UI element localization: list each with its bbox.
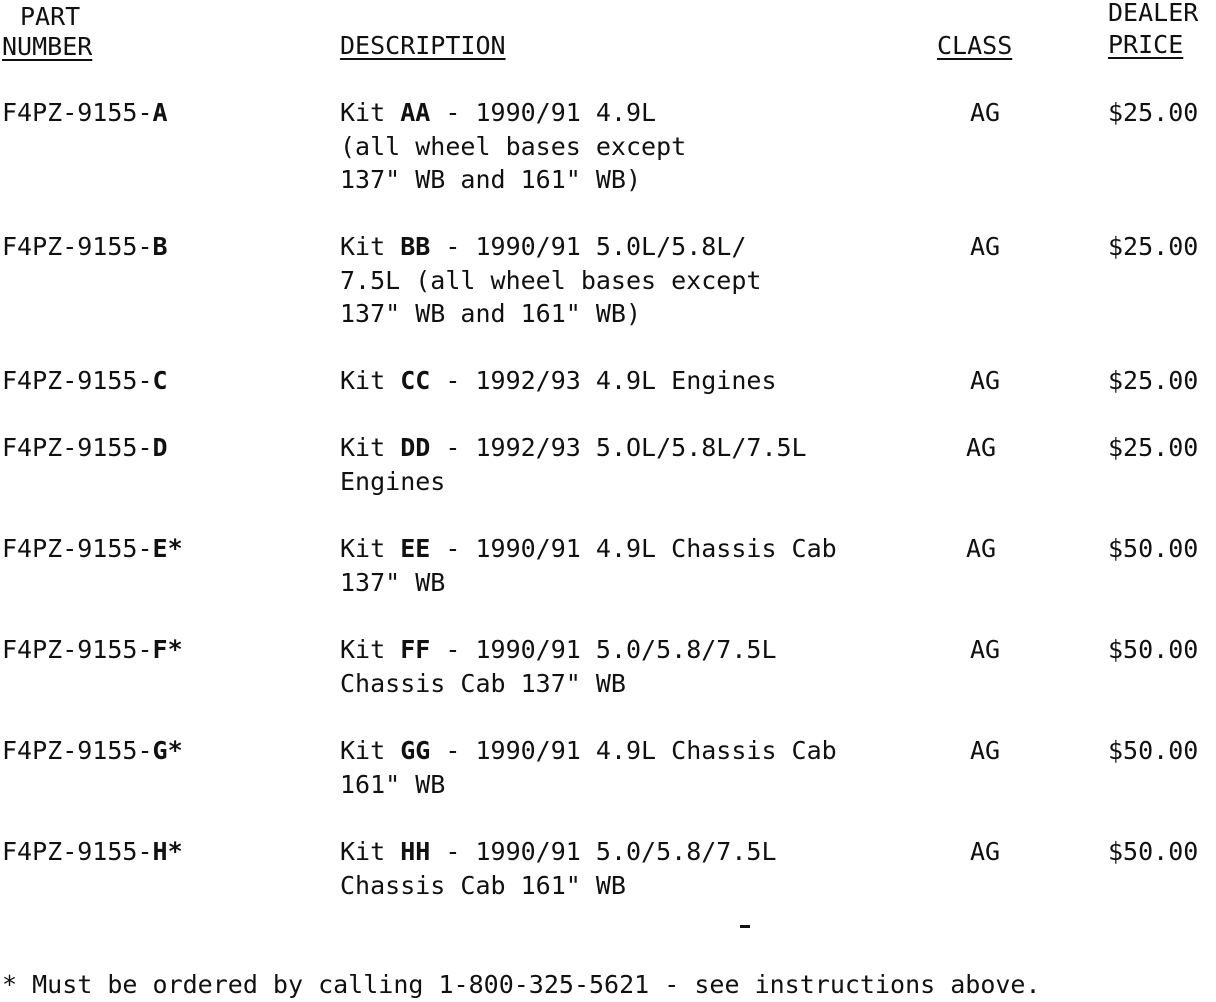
- part-number-star: *: [167, 635, 183, 664]
- part-number-base: F4PZ-9155-: [2, 433, 153, 462]
- part-number-suffix: H: [152, 837, 168, 866]
- kit-prefix: Kit: [340, 837, 401, 866]
- header-part-line1: PART: [20, 2, 81, 31]
- part-number-base: F4PZ-9155-: [2, 635, 153, 664]
- description-line-2: Chassis Cab 137" WB: [340, 668, 626, 698]
- description-line-2: 161" WB: [340, 769, 446, 799]
- dealer-price: $50.00: [1108, 837, 1199, 866]
- kit-code: BB: [400, 232, 431, 261]
- header-part-number: NUMBER: [2, 32, 93, 61]
- class-code: AG: [970, 366, 1001, 395]
- description-rest: - 1990/91 5.0L/5.8L/: [430, 232, 747, 261]
- header-price: PRICE: [1108, 30, 1184, 59]
- description-line-1: [340, 532, 837, 566]
- dealer-price: $50.00: [1108, 736, 1199, 765]
- class-code: AG: [970, 837, 1001, 866]
- part-number-suffix: D: [152, 433, 168, 462]
- description-line-2: Chassis Cab 161" WB: [340, 870, 626, 900]
- description-line-2: (all wheel bases except: [340, 131, 687, 161]
- part-number-star: *: [167, 736, 183, 765]
- kit-prefix: Kit: [340, 98, 401, 127]
- description-line-1: [340, 734, 837, 768]
- dealer-price: $25.00: [1108, 98, 1199, 127]
- description-rest: - 1990/91 5.0/5.8/7.5L: [430, 635, 777, 664]
- kit-prefix: Kit: [340, 635, 401, 664]
- kit-prefix: Kit: [340, 534, 401, 563]
- description-line-1: [340, 364, 777, 398]
- part-number-suffix: B: [152, 232, 168, 261]
- description-rest: - 1990/91 4.9L Chassis Cab: [430, 534, 837, 563]
- dealer-price: $25.00: [1108, 232, 1199, 261]
- header-description: DESCRIPTION: [340, 31, 506, 60]
- part-number-suffix: G: [152, 736, 168, 765]
- description-line-1: [340, 431, 807, 465]
- part-number-suffix: E: [152, 534, 168, 563]
- part-number: [2, 364, 168, 398]
- stray-mark: [740, 925, 750, 928]
- description-rest: - 1990/91 4.9L Chassis Cab: [430, 736, 837, 765]
- part-number: [2, 734, 183, 768]
- part-number: [2, 532, 183, 566]
- part-number: [2, 633, 183, 667]
- kit-code: AA: [400, 98, 431, 127]
- kit-code: DD: [400, 433, 431, 462]
- part-number-base: F4PZ-9155-: [2, 232, 153, 261]
- part-number: [2, 431, 168, 465]
- description-rest: - 1992/93 5.OL/5.8L/7.5L: [430, 433, 807, 462]
- part-number-base: F4PZ-9155-: [2, 837, 153, 866]
- description-line-1: [340, 633, 777, 667]
- description-line-3: 137" WB and 161" WB): [340, 299, 642, 328]
- description-line-1: [340, 96, 656, 130]
- part-number-base: F4PZ-9155-: [2, 366, 153, 395]
- class-code: AG: [966, 534, 997, 563]
- description-line-1: [340, 230, 746, 264]
- description-line-2: Engines: [340, 466, 446, 496]
- part-number: [2, 835, 183, 869]
- dealer-price: $25.00: [1108, 433, 1199, 462]
- kit-code: EE: [400, 534, 431, 563]
- kit-code: FF: [400, 635, 431, 664]
- dealer-price: $50.00: [1108, 635, 1199, 664]
- class-code: AG: [966, 433, 997, 462]
- dealer-price: $50.00: [1108, 534, 1199, 563]
- description-line-3: 137" WB and 161" WB): [340, 165, 642, 194]
- part-number-suffix: F: [152, 635, 168, 664]
- kit-code: HH: [400, 837, 431, 866]
- description-rest: - 1992/93 4.9L Engines: [430, 366, 777, 395]
- footnote: * Must be ordered by calling 1-800-325-5621 - see instructions above.: [2, 970, 1041, 999]
- description-line-2: 7.5L (all wheel bases except: [340, 265, 762, 295]
- part-number-suffix: C: [152, 366, 168, 395]
- description-line-2: 137" WB: [340, 567, 446, 597]
- dealer-price: $25.00: [1108, 366, 1199, 395]
- class-code: AG: [970, 736, 1001, 765]
- header-class: CLASS: [937, 31, 1013, 60]
- kit-prefix: Kit: [340, 366, 401, 395]
- kit-code: GG: [400, 736, 431, 765]
- description-line-1: [340, 835, 777, 869]
- class-code: AG: [970, 635, 1001, 664]
- kit-prefix: Kit: [340, 736, 401, 765]
- header-dealer: DEALER: [1108, 0, 1199, 27]
- class-code: AG: [970, 232, 1001, 261]
- part-number-star: *: [167, 837, 183, 866]
- description-rest: - 1990/91 5.0/5.8/7.5L: [430, 837, 777, 866]
- kit-prefix: Kit: [340, 232, 401, 261]
- part-number: [2, 230, 168, 264]
- description-rest: - 1990/91 4.9L: [430, 98, 657, 127]
- part-number-star: *: [167, 534, 183, 563]
- part-number-base: F4PZ-9155-: [2, 736, 153, 765]
- kit-prefix: Kit: [340, 433, 401, 462]
- part-number-base: F4PZ-9155-: [2, 534, 153, 563]
- part-number-base: F4PZ-9155-: [2, 98, 153, 127]
- part-number-suffix: A: [152, 98, 168, 127]
- kit-code: CC: [400, 366, 431, 395]
- class-code: AG: [970, 98, 1001, 127]
- part-number: [2, 96, 168, 130]
